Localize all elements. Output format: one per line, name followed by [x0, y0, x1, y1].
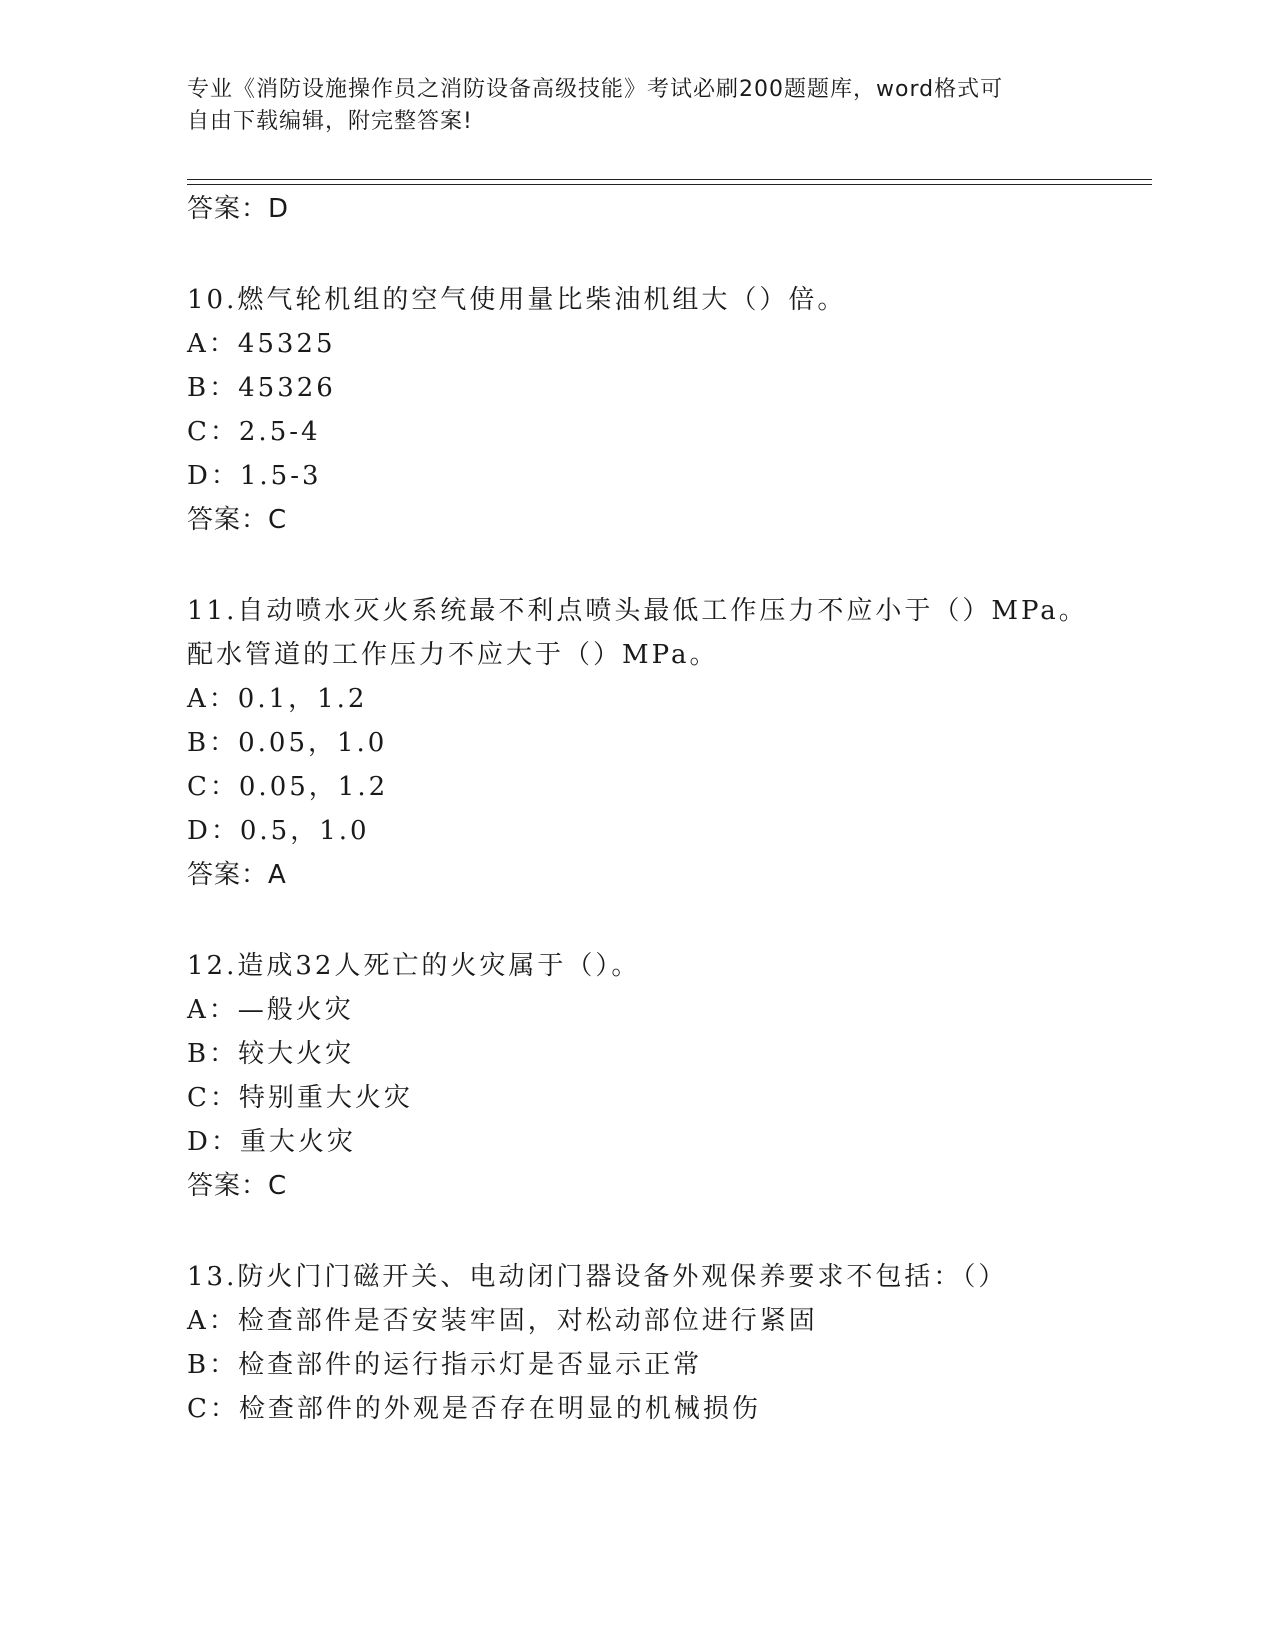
option-b: B：0.05，1.0 [187, 728, 388, 758]
option-b: B：较大火灾 [187, 1039, 355, 1069]
option-d: D：0.5，1.0 [187, 816, 370, 846]
option-d: D：重大火灾 [187, 1127, 356, 1157]
option-a: A：45325 [187, 329, 336, 359]
answer-line: 答案：D [187, 194, 290, 224]
answer-line: 答案：A [187, 860, 287, 890]
option-c: C：2.5-4 [187, 417, 321, 447]
option-c: C：0.05，1.2 [187, 772, 389, 802]
question-stem-continued: 配水管道的工作压力不应大于（）MPa。 [187, 640, 719, 670]
header-line-1: 专业《消防设施操作员之消防设备高级技能》考试必刷200题题库，word格式可 [187, 77, 1004, 102]
option-b: B：检查部件的运行指示灯是否显示正常 [187, 1350, 703, 1380]
question-stem: 10.燃气轮机组的空气使用量比柴油机组大（）倍。 [187, 285, 847, 315]
document-header [187, 74, 1067, 138]
option-c: C：特别重大火灾 [187, 1083, 413, 1113]
option-a: A：—般火灾 [187, 995, 354, 1025]
option-a: A：检查部件是否安装牢固，对松动部位进行紧固 [187, 1306, 818, 1336]
header-divider-bottom [187, 184, 1152, 185]
question-stem: 11.自动喷水灭火系统最不利点喷头最低工作压力不应小于（）MPa。 [187, 596, 1088, 626]
answer-line: 答案：C [187, 505, 288, 535]
option-b: B：45326 [187, 373, 336, 403]
header-divider-top [187, 179, 1152, 180]
answer-line: 答案：C [187, 1171, 288, 1201]
option-c: C：检查部件的外观是否存在明显的机械损伤 [187, 1394, 761, 1424]
header-line-2: 自由下载编辑，附完整答案! [187, 109, 473, 134]
option-d: D：1.5-3 [187, 461, 322, 491]
option-a: A：0.1，1.2 [187, 684, 368, 714]
question-stem: 13.防火门门磁开关、电动闭门器设备外观保养要求不包括：（） [187, 1262, 1008, 1292]
question-stem: 12.造成32人死亡的火灾属于（）。 [187, 951, 641, 981]
